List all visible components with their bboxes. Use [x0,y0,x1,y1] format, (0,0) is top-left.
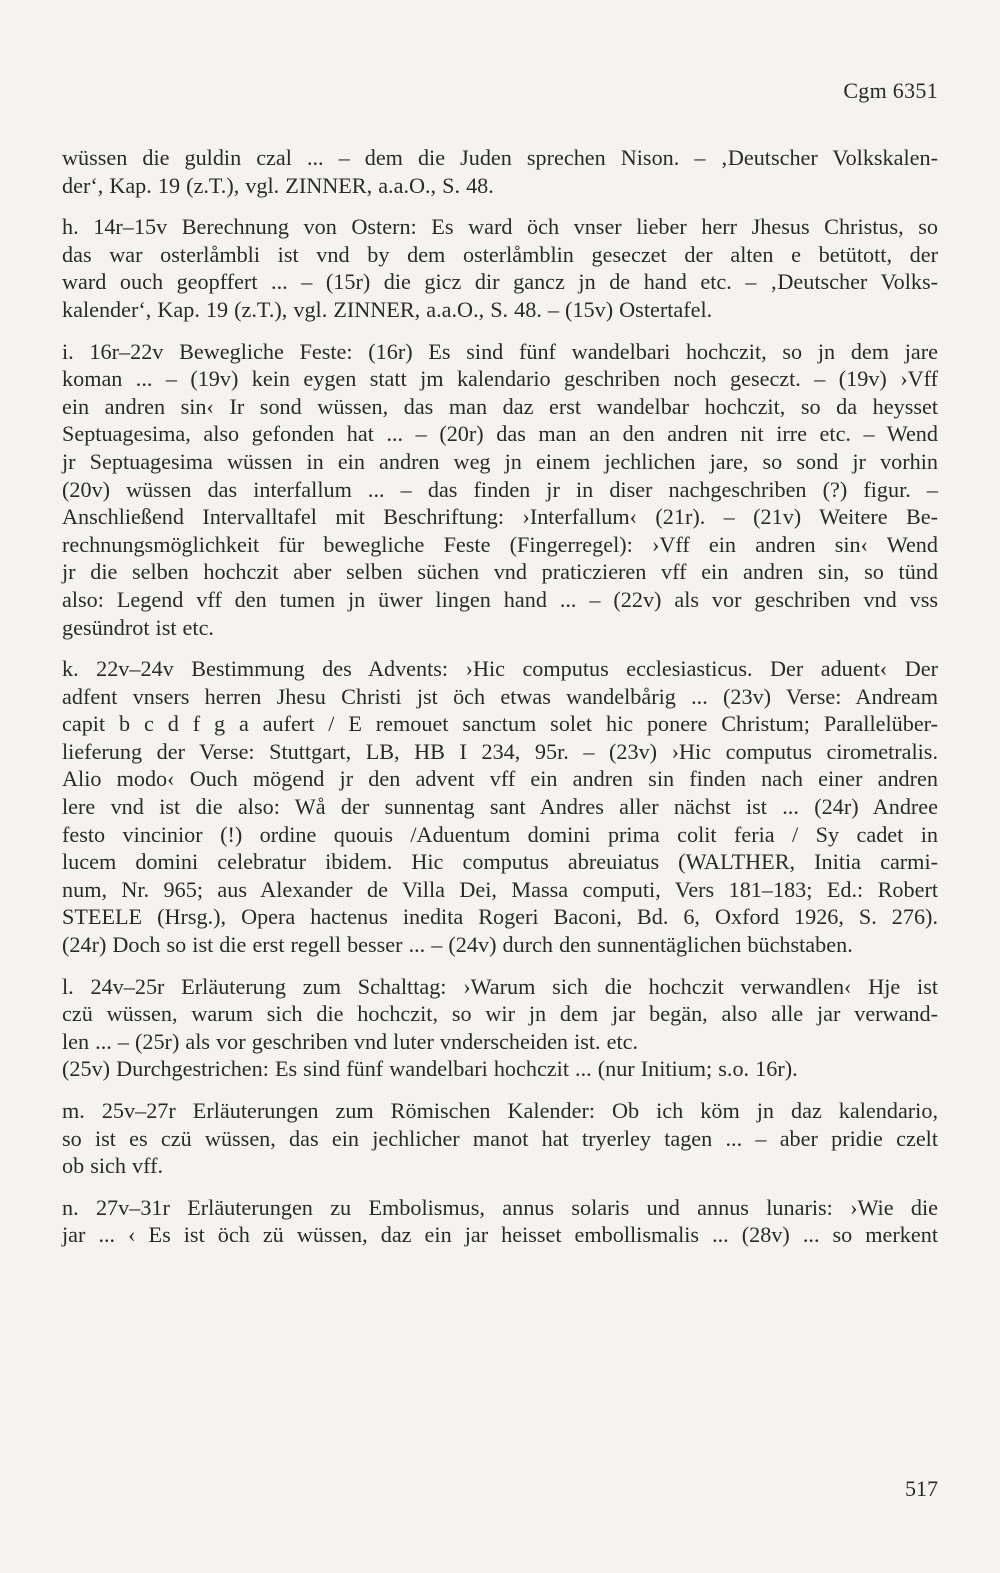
text-line: wüssen die guldin czal ... – dem die Juden sprechen Nison. – ‚Deutscher Volkskalen- [62,145,938,170]
paragraph-n [62,1194,938,1249]
text-line: (25v) Durchgestrichen: Es sind fünf wandelbari hochczit ... (nur Initium; s.o. 16r). [62,1056,798,1082]
running-header: Cgm 6351 [843,78,938,103]
text-line: ob sich vff. [62,1153,164,1179]
text-line: Anschließend Intervalltafel mit Beschriftung: ›Interfallum‹ (21r). – (21v) Weitere Be- [62,504,938,530]
text-line: h. 14r–15v Berechnung von Ostern: Es ward öch vnser lieber herr Jhesus Christus, so [62,214,938,240]
text-line: lieferung der Verse: Stuttgart, LB, HB I 234, 95r. – (23v) ›Hic computus cirometralis. [62,738,938,764]
text-line: jar ... ‹ Es ist öch zü wüssen, daz ein jar heisset embollismalis ... (28v) ... so merkent [62,1222,938,1248]
text-line: koman ... – (19v) kein eygen statt jm kalendario geschriben noch geseczt. – (19v) ›Vff [62,366,938,392]
text-line: k. 22v–24v Bestimmung des Advents: ›Hic computus ecclesiasticus. Der aduent‹ Der [62,656,938,682]
text-line: adfent vnsers herren Jhesu Christi jst öch etwas wandelbårig ... (23v) Verse: Andream [62,683,938,709]
text-line: capit b c d f g a aufert / E remouet sanctum solet hic ponere Christum; Parallelüber- [62,711,938,737]
text-line: gesündrot ist etc. [62,614,214,640]
text-line: num, Nr. 965; aus Alexander de Villa Dei, Massa computi, Vers 181–183; Ed.: Robert [62,876,938,902]
paragraph-h [62,213,938,323]
text-line: jr die selben hochczit aber selben süchen vnd praticzieren vff ein andren sin, so tünd [62,559,938,585]
text-line: i. 16r–22v Bewegliche Feste: (16r) Es sind fünf wandelbari hochczit, so jn dem jare [62,338,938,364]
text-line: lucem domini celebratur ibidem. Hic computus abreuiatus (WALTHER, Initia carmi- [62,849,938,875]
paragraph-g-continued [62,144,938,199]
text-line: (24r) Doch so ist die erst regell besser ... – (24v) durch den sunnentäglichen büchstaben. [62,932,853,958]
text-line: ein andren sin‹ Ir sond wüssen, das man daz erst wandelbar hochczit, so da heysset [62,393,938,419]
paragraph-l [62,973,938,1083]
text-line: so ist es czü wüssen, das ein jechlicher manot hat tryerley tagen ... – aber pridie czelt [62,1125,938,1151]
text-line: lere vnd ist die also: Wå der sunnentag sant Andres aller nächst ist ... (24r) Andree [62,794,938,820]
text-line: l. 24v–25r Erläuterung zum Schalttag: ›Warum sich die hochczit verwandlen‹ Hje ist [62,973,938,999]
page-number: 517 [905,1476,938,1501]
text-line: (20v) wüssen das interfallum ... – das finden jr in diser nachgeschriben (?) figur. – [62,476,938,502]
text-line: Alio modo‹ Ouch mögend jr den advent vff ein andren sin finden nach einer andren [62,766,938,792]
text-line: Septuagesima, also gefonden hat ... – (20r) das man an den andren nit irre etc. – Wend [62,421,938,447]
text-line: das war osterlåmbli ist vnd by dem osterlåmblin geseczet der alten e betütott, der [62,241,938,267]
text-line: STEELE (Hrsg.), Opera hactenus inedita Rogeri Baconi, Bd. 6, Oxford 1926, S. 276). [62,904,938,930]
text-line: kalender‘, Kap. 19 (z.T.), vgl. ZINNER, a.a.O., S. 48. – (15v) Ostertafel. [62,296,713,322]
text-line: len ... – (25r) als vor geschriben vnd luter vnderscheiden ist. etc. [62,1028,639,1054]
text-line: rechnungsmöglichkeit für bewegliche Feste (Fingerregel): ›Vff ein andren sin‹ Wend [62,531,938,557]
text-line: also: Legend vff den tumen jn üwer lingen hand ... – (22v) als vor geschriben vnd vss [62,586,938,612]
text-line: jr Septuagesima wüssen in ein andren weg jn einem jechlichen jare, so sond jr vorhin [62,448,938,474]
paragraph-m [62,1097,938,1180]
paragraph-i [62,338,938,642]
text-line: m. 25v–27r Erläuterungen zum Römischen Kalender: Ob ich köm jn daz kalendario, [62,1098,938,1123]
paragraph-k [62,655,938,959]
catalog-entry-body [62,144,938,1249]
text-line: der‘, Kap. 19 (z.T.), vgl. ZINNER, a.a.O., S. 48. [62,172,494,198]
text-line: czü wüssen, warum sich die hochczit, so wir jn dem jar begän, also alle jar verwand- [62,1001,938,1027]
text-line: n. 27v–31r Erläuterungen zu Embolismus, annus solaris und annus lunaris: ›Wie die [62,1194,938,1220]
text-line: festo vincinior (!) ordine quouis /Aduentum domini prima colit feria / Sy cadet in [62,821,938,847]
text-line: ward ouch geopffert ... – (15r) die gicz dir gancz jn de hand etc. – ‚Deutscher Volks- [62,269,938,295]
